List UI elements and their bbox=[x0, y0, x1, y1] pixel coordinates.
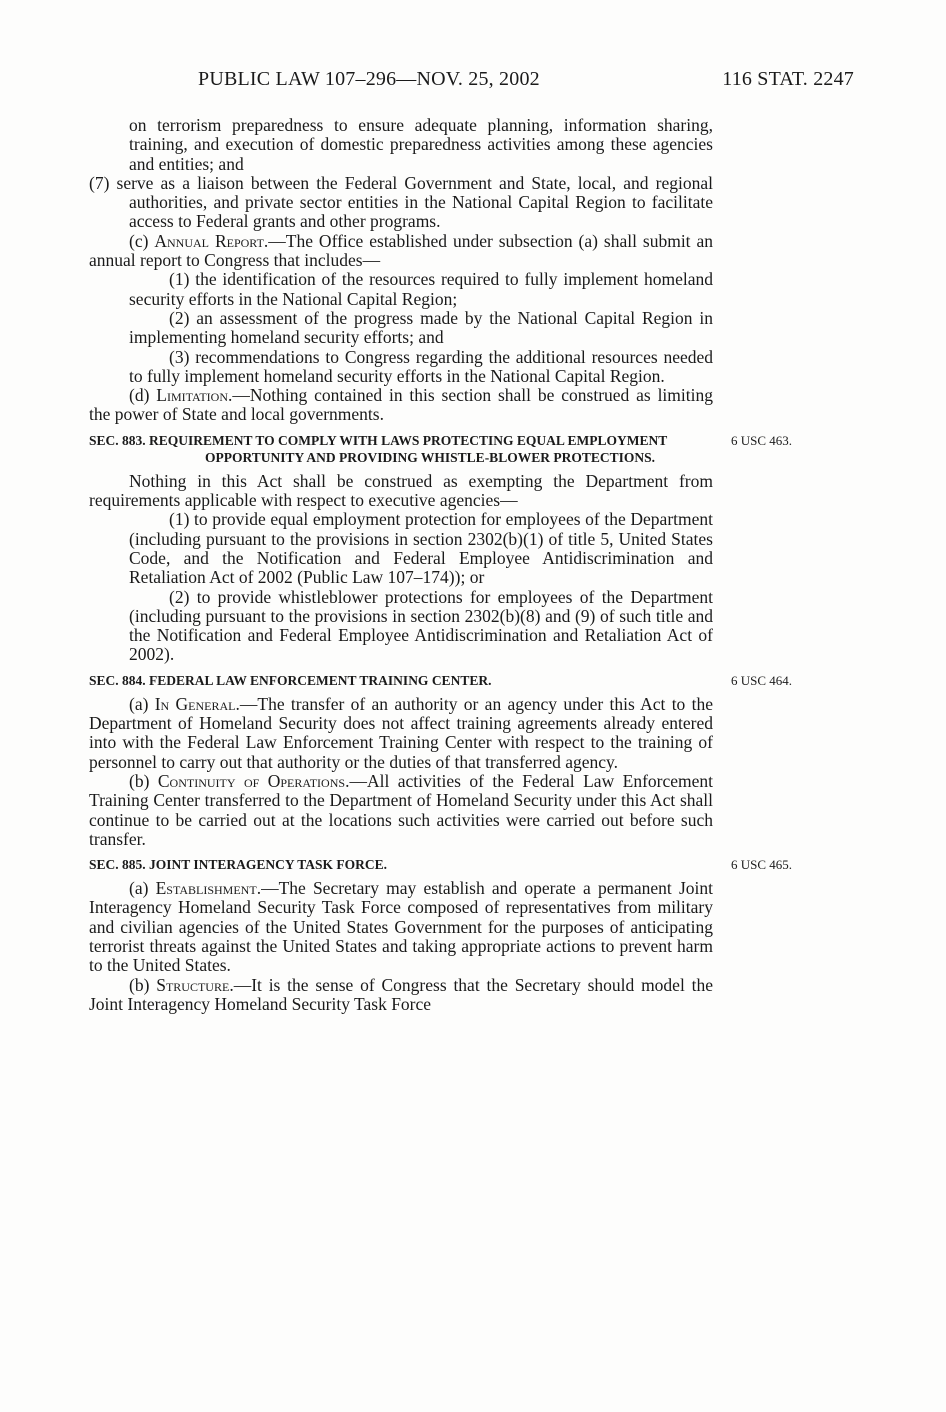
subsection-caption: Continuity of Operations bbox=[157, 770, 346, 791]
section-884-subsection-a: (a) In General.—The transfer of an authority or an agency under this Act to the Department of Homeland Security does not affect training agreements already entered into with the Federal Law Enforcement Training Center with respect to the training of personnel to carry out that authority or the duties of that transferred agency. bbox=[89, 693, 713, 772]
section-884-subsection-b: (b) Continuity of Operations.—All activities of the Federal Law Enforcement Training Center transferred to the Department of Homeland Security under this Act shall continue to be carried out at the locations such activities were carried out before such transfer. bbox=[89, 770, 714, 849]
usc-citation: 6 USC 464. bbox=[731, 672, 793, 688]
usc-citation: 6 USC 465. bbox=[731, 857, 793, 873]
usc-citation: 6 USC 463. bbox=[731, 432, 793, 448]
section-884-heading: SEC. 884. FEDERAL LAW ENFORCEMENT TRAINING CENTER. 6 USC 464. bbox=[89, 672, 713, 689]
section-883-intro: Nothing in this Act shall be construed as exempting the Department from requirements applicable with respect to executive agencies— bbox=[89, 470, 713, 511]
subsection-caption: Structure bbox=[156, 974, 230, 995]
subsection-caption: In General bbox=[154, 693, 236, 714]
paragraph-continuation: on terrorism preparedness to ensure adequate planning, information sharing, training, and execution of domestic preparedness activities among these agencies and entities; and bbox=[129, 115, 713, 174]
page-header bbox=[88, 68, 854, 96]
section-885-heading: SEC. 885. JOINT INTERAGENCY TASK FORCE. 6 USC 465. bbox=[89, 856, 713, 873]
item-7: (7) serve as a liaison between the Federal Government and State, local, and regional authorities, and private sector entities in the National Capital Region to facilitate access to Federal grants and other programs. bbox=[89, 172, 713, 232]
section-885-subsection-a: (a) Establishment.—The Secretary may establish and operate a permanent Joint Interagency Homeland Security Task Force composed of representatives from military and civilian agencies of the United States Government for the purposes of anticipating terrorist threats against the United States and taking appropriate actions to prevent harm to the United States. bbox=[89, 878, 713, 976]
annual-report-item-2: (2) an assessment of the progress made by the National Capital Region in implementing homeland security efforts; and bbox=[129, 307, 713, 348]
subsection-caption: Annual Report bbox=[154, 230, 264, 251]
statute-page-number: 116 STAT. 2247 bbox=[722, 68, 854, 90]
section-883-heading: SEC. 883. REQUIREMENT TO COMPLY WITH LAWS PROTECTING EQUAL EMPLOYMENT OPPORTUNITY AND PROVIDING WHISTLE-BLOWER PROTECTIONS. 6 USC 463. bbox=[89, 432, 713, 466]
subsection-d-limitation: (d) Limitation.—Nothing contained in this section shall be construed as limiting the power of State and local governments. bbox=[89, 385, 713, 425]
page-body bbox=[89, 115, 793, 1014]
subsection-c-annual-report: (c) Annual Report.—The Office established under subsection (a) shall submit an annual report to Congress that includes— bbox=[89, 230, 713, 271]
running-title: PUBLIC LAW 107–296—NOV. 25, 2002 bbox=[198, 68, 540, 90]
subsection-caption: Establishment bbox=[155, 878, 257, 899]
annual-report-item-3: (3) recommendations to Congress regarding the additional resources needed to fully implement homeland security efforts in the National Capital Region. bbox=[129, 346, 713, 386]
section-883-item-1: (1) to provide equal employment protection for employees of the Department (including pursuant to the provisions in section 2302(b)(1) of title 5, United States Code, and the Notification and Federal Employee Antidiscrimination and Retaliation Act of 2002 (Public Law 107–174)); or bbox=[129, 509, 713, 588]
annual-report-item-1: (1) the identification of the resources required to fully implement homeland security efforts in the National Capital Region; bbox=[129, 269, 713, 309]
section-885-subsection-b: (b) Structure.—It is the sense of Congress that the Secretary should model the Joint Interagency Homeland Security Task Force bbox=[89, 974, 713, 1014]
subsection-caption: Limitation bbox=[156, 385, 228, 406]
section-883-item-2: (2) to provide whistleblower protections for employees of the Department (including pursuant to the provisions in section 2302(b)(8) and (9) of such title and the Notification and Federal Employee Antidiscrimination and Retaliation Act of 2002). bbox=[129, 586, 713, 665]
